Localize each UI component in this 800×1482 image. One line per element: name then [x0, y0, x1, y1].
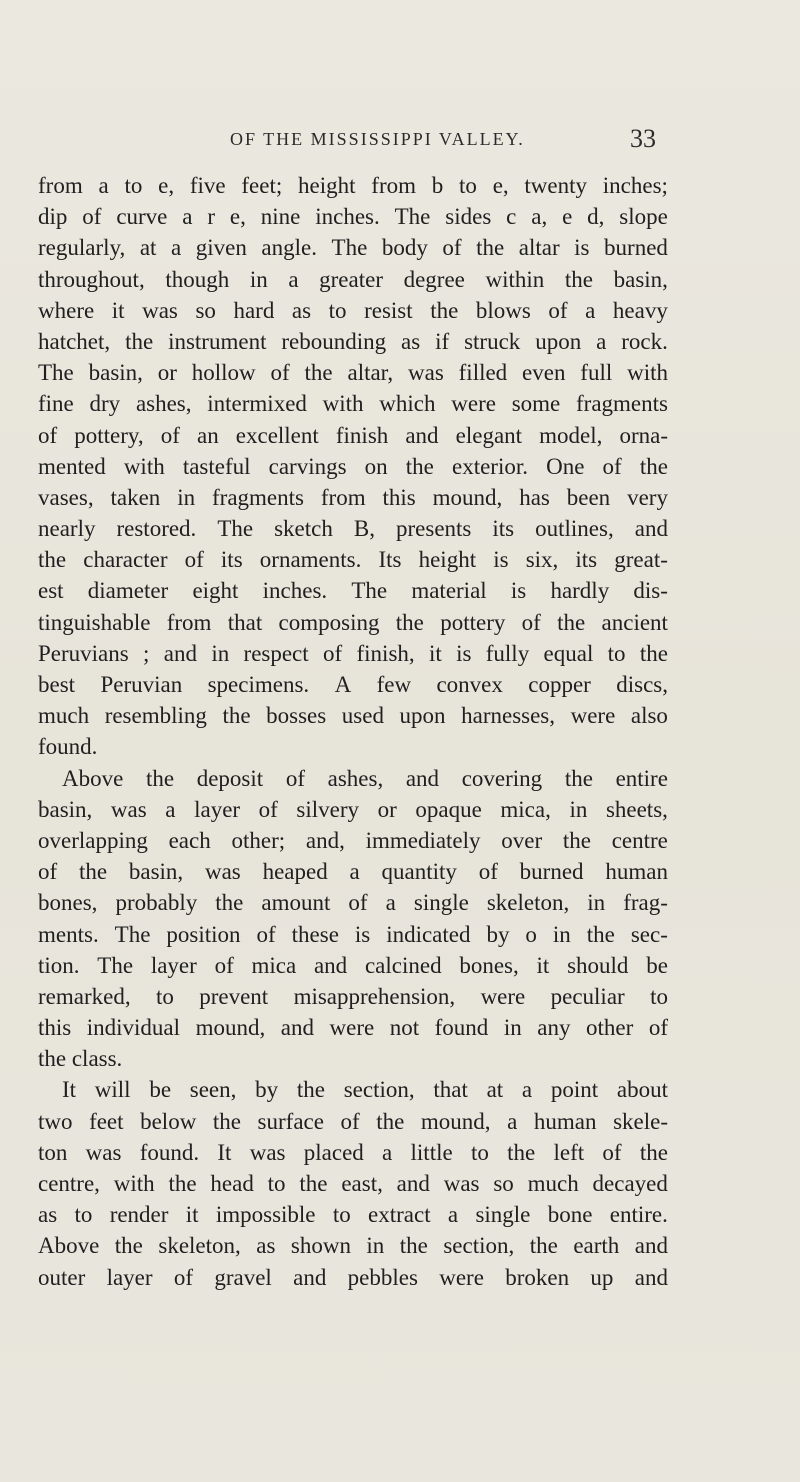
text-line: Above the skeleton, as shown in the section, the earth and: [38, 1233, 668, 1259]
text-line: ton was found. It was placed a little to the left of the: [38, 1139, 668, 1165]
text-line: this individual mound, and were not found in any other of: [38, 1015, 668, 1041]
text-line: centre, with the head to the east, and was so much decayed: [38, 1171, 668, 1196]
text-line: est diameter eight inches. The material is hardly dis-: [38, 578, 668, 604]
text-line: nearly restored. The sketch B, presents its outlines, and: [38, 516, 668, 542]
text-line: vases, taken in fragments from this mound, has been very: [38, 484, 668, 510]
text-line: The basin, or hollow of the altar, was filled even full with: [38, 360, 668, 386]
text-line: the character of its ornaments. Its height is six, its great-: [38, 547, 668, 573]
text-line: best Peruvian specimens. A few convex copper discs,: [38, 672, 668, 697]
text-line: dip of curve a r e, nine inches. The sides c a, e d, slope: [38, 204, 668, 230]
text-line: tion. The layer of mica and calcined bones, it should be: [38, 952, 668, 978]
text-line: from a to e, five feet; height from b to e, twenty inches;: [38, 173, 668, 198]
text-line: overlapping each other; and, immediately over the centre: [38, 827, 668, 853]
text-line: throughout, though in a greater degree within the basin,: [38, 266, 668, 292]
page-number: 33: [630, 124, 656, 153]
text-line: of the basin, was heaped a quantity of burned human: [38, 859, 668, 885]
text-line: tinguishable from that composing the pottery of the ancient: [38, 609, 668, 635]
text-line: ments. The position of these is indicated by o in the sec-: [38, 921, 668, 947]
text-line: much resembling the bosses used upon harnesses, were also: [38, 703, 668, 729]
text-line: remarked, to prevent misapprehension, were peculiar to: [38, 983, 668, 1009]
paragraph-end-line: found.: [38, 734, 98, 760]
text-line: outer layer of gravel and pebbles were broken up and: [38, 1264, 668, 1290]
paragraph-start-line: Above the deposit of ashes, and covering the entire: [62, 765, 668, 791]
text-line: fine dry ashes, intermixed with which were some fragments: [38, 391, 668, 417]
text-line: basin, was a layer of silvery or opaque mica, in sheets,: [38, 796, 668, 822]
text-line: as to render it impossible to extract a single bone entire.: [38, 1202, 668, 1228]
paragraph-start-line: It will be seen, by the section, that at a point about: [62, 1077, 668, 1103]
text-line: bones, probably the amount of a single skeleton, in frag-: [38, 890, 668, 916]
paragraph-end-line: the class.: [38, 1046, 123, 1072]
text-line: of pottery, of an excellent finish and elegant model, orna-: [38, 422, 668, 448]
text-line: regularly, at a given angle. The body of the altar is burned: [38, 235, 668, 261]
text-line: hatchet, the instrument rebounding as if struck upon a rock.: [38, 328, 668, 354]
running-title: OF THE MISSISSIPPI VALLEY.: [230, 129, 525, 149]
text-line: two feet below the surface of the mound, a human skele-: [38, 1108, 668, 1134]
body-text: [38, 170, 668, 1293]
text-line: mented with tasteful carvings on the exterior. One of the: [38, 453, 668, 479]
text-line: Peruvians ; and in respect of finish, it is fully equal to the: [38, 640, 668, 666]
text-line: where it was so hard as to resist the blows of a heavy: [38, 297, 668, 323]
